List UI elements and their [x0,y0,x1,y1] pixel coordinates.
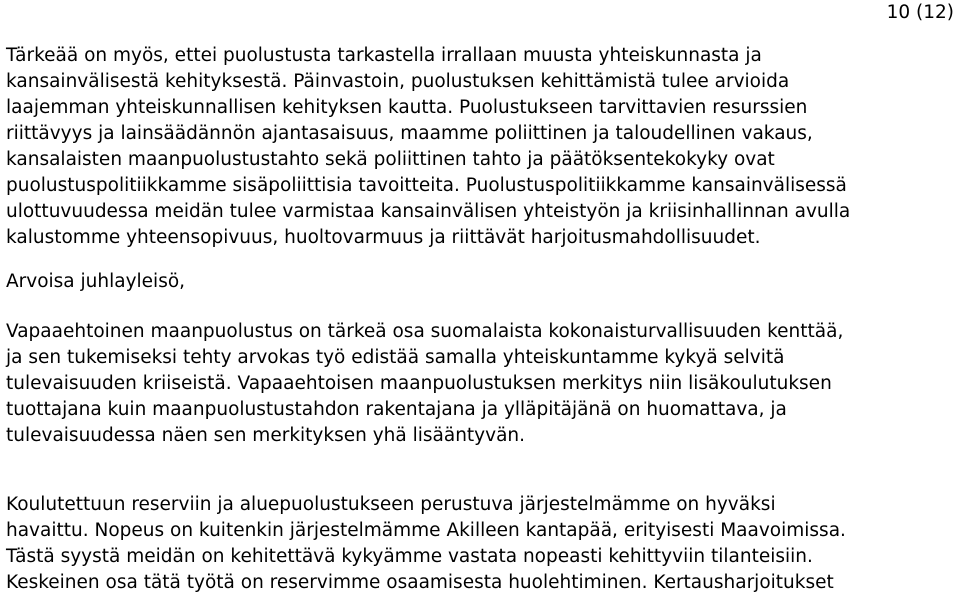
text-line: riittävyys ja lainsäädännön ajantasaisuus, maamme poliittinen ja taloudellinen vakaus, [6,123,813,144]
text-line: puolustuspolitiikkamme sisäpoliittisia tavoitteita. Puolustuspolitiikkamme kansainvälisessä [6,175,847,196]
text-line: Tästä syystä meidän on kehitettävä kykyämme vastata nopeasti kehittyviin tilanteisiin. [6,546,813,567]
page-number: 10 (12) [886,2,954,23]
text-line: tulevaisuudessa näen sen merkityksen yhä lisääntyvän. [6,425,526,446]
document-body [6,43,960,596]
paragraph-defense-policy [6,43,960,251]
text-line: ja sen tukemiseksi tehty arvokas työ edistää samalla yhteiskuntamme kykyä selvitä [6,347,785,368]
text-line: kansainvälisestä kehityksestä. Päinvastoin, puolustuksen kehittämistä tulee arvioida [6,71,790,92]
text-line: laajemman yhteiskunnallisen kehityksen kautta. Puolustukseen tarvittavien resurssien [6,97,808,118]
text-line: Tärkeää on myös, ettei puolustusta tarkastella irrallaan muusta yhteiskunnasta ja [6,45,762,66]
text-line: tulevaisuuden kriiseistä. Vapaaehtoisen maanpuolustuksen merkitys niin lisäkoulutuksen [6,373,832,394]
text-line: Vapaaehtoinen maanpuolustus on tärkeä osa suomalaista kokonaisturvallisuuden kenttää, [6,321,844,342]
paragraph-voluntary-defense [6,319,960,449]
text-line: ulottuvuudessa meidän tulee varmistaa kansainvälisen yhteistyön ja kriisinhallinnan avulla [6,201,851,222]
text-line: Koulutettuun reserviin ja aluepuolustukseen perustuva järjestelmämme on hyväksi [6,494,776,515]
text-line: kansalaisten maanpuolustustahto sekä poliittinen tahto ja päätöksentekokyky ovat [6,149,775,170]
text-line: Arvoisa juhlayleisö, [6,271,186,292]
text-line: havaittu. Nopeus on kuitenkin järjestelmämme Akilleen kantapää, erityisesti Maavoimissa. [6,520,846,541]
text-line: Keskeinen osa tätä työtä on reservimme osaamisesta huolehtiminen. Kertausharjoitukset [6,572,834,593]
text-line: tuottajana kuin maanpuolustustahdon rakentajana ja ylläpitäjänä on huomattava, ja [6,399,787,420]
paragraph-reserve-system [6,492,960,596]
text-line: kalustomme yhteensopivuus, huoltovarmuus ja riittävät harjoitusmahdollisuudet. [6,227,761,248]
paragraph-salutation [6,269,960,295]
